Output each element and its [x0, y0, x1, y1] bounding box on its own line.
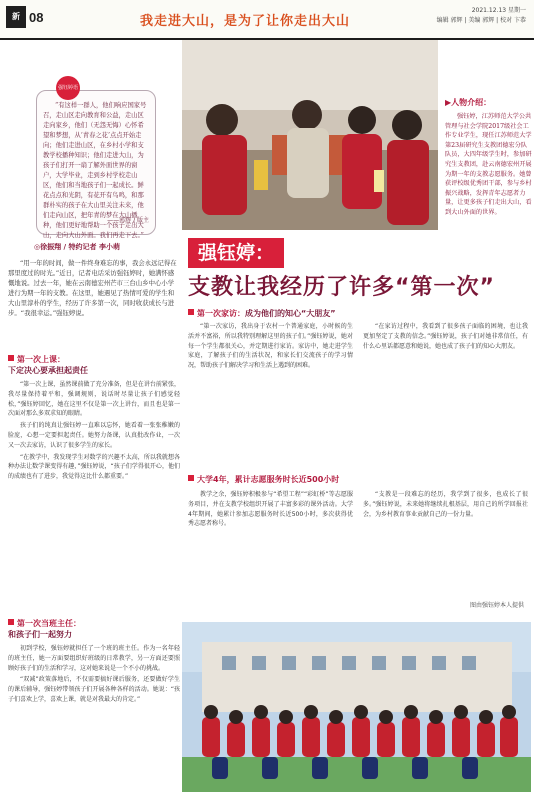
- top-photo: [182, 40, 438, 230]
- headline-title: 支教让我经历了许多“第一次”: [188, 275, 495, 300]
- paragraph: “在教学中，我发现学生对数学的兴趣不太高，所以我就想各种办法让数学课变得有趣，”强钰婷说，“孩子们学得很开心，他们的成绩也有了进步，我觉得这比什么都重要。”: [8, 453, 180, 481]
- section-marker-icon: [8, 619, 14, 625]
- section-title: 第一次家访：: [197, 309, 245, 318]
- section-body: [8, 380, 180, 610]
- paragraph: “双减”政策落地后，不仅需要搞好课后服务，还要做好学生的课后辅导，强钰婷带领孩子们开展各种各样的活动。她说：“孩子们喜欢上学，喜欢上课，就是对我最大的肯定。”: [8, 676, 180, 703]
- profile-body: 强钰婷，江苏师范大学公共管理与社会学院2017级社会工作专业学生，现任江苏师范大学第23届研究生支教团德宏分队队员，大四年级学生时，参加研究生支教团，赴云南德宏州开展为期一年的支教志愿服务。她曾获评校级优秀团干部，参与乡村振兴战略，发挥青年志愿者力量，让更多孩子们走出大山，看到大山外面的世界。: [445, 113, 532, 216]
- section-title: 大学4年，累计志愿服务时长近500小时: [197, 475, 340, 484]
- section-marker-icon: [188, 475, 194, 481]
- family-visit-photo-icon: [182, 40, 438, 230]
- profile-box: [445, 97, 532, 247]
- quote-text: “有这样一群人，他们响应国家号召，走山区走向教育和公益，走山区走向家乡，他们（无怨无悔）心怀希望和梦想，从‘青春之花’点点开始走向；他们走进山区，在乡村小学和支教学校播种知识；他们走进大山，为孩子们打开一扇了解外面世界的窗户，大学毕业，走到乡村学校走山区，他们和当地孩子们一起成长。鲜花点点和光阴，有花开有鸟鸣，和那群朴实的孩子在大山里关注未来，他们走向山区，把年青的梦在大山播种，他们更好地帮助一个孩子走出大山，走向大山外面。我们再走下去。”: [43, 102, 147, 239]
- bottom-photo: [182, 622, 531, 792]
- section-heading: [8, 354, 180, 376]
- section-heading: [188, 474, 528, 485]
- section-title: 第一次上课：: [17, 355, 65, 364]
- editor-line: 编辑 郭辉 | 美编 郭辉 | 校对 卞恭: [436, 17, 526, 24]
- section-heading: [188, 308, 528, 319]
- newspaper-logo: 新: [6, 6, 26, 28]
- paragraph: “在家访过程中，我看到了很多孩子面临的困境，也让我更加坚定了支教的信念。”强钰婷说，孩子们对她非常信任，有什么心里话都愿意和她说，她也成了孩子们的知心大朋友。: [363, 323, 528, 350]
- section-body: [8, 644, 180, 794]
- section-subtitle: 和孩子们一起努力: [8, 630, 72, 639]
- paragraph: “第一次家访，我出身于农村一个普通家庭，小时候的生活并不富裕，所以我特别理解这里的孩子们。”强钰婷说，她对每一个学生都很关心，并定期进行家访。家访中，她走进学生家庭，了解孩子们的生活状况，和家长们交流孩子的学习情况，帮助孩子们解决学习和生活上遇到的困难。: [188, 323, 353, 370]
- paragraph: 初到学校，强钰婷就担任了一个班的班主任。作为一名年轻的班主任，她一方面要组织好班级的日常教学，另一方面还要照顾好孩子们的生活和学习，这对她来说是一个不小的挑战。: [8, 645, 180, 672]
- quote-box: [36, 90, 156, 239]
- header-slogan: 我走进大山，是为了让你走出大山: [140, 14, 351, 29]
- profile-title: ▶人物介绍：: [445, 98, 492, 107]
- quote-signature: ——郭辉 / 版主: [107, 217, 149, 224]
- section-body: [188, 490, 528, 598]
- page-number: 08: [29, 10, 44, 25]
- paragraph: “支教是一段难忘的经历，我学到了很多，也成长了很多。”强钰婷说，未来她将继续扎根基层，用自己的所学回报社会，为乡村教育事业贡献自己的一份力量。: [363, 491, 528, 518]
- headline-name: 强钰婷：: [188, 238, 284, 268]
- section-marker-icon: [188, 309, 194, 315]
- lead-paragraph: “用一年的时间，做一件终身难忘的事，我会永远记得在那里度过的时光。”近日，记者电话采访强钰婷时，她满怀感慨地说。过去一年，她在云南德宏州芒市三台山乡中心小学进行为期一年的支教。在这里，她遇见了热情可爱的学生和大山里淳朴的学生，经历了许多第一次，同时收获成长与进步。“我很幸运。”强钰婷说。: [8, 259, 177, 317]
- section-heading: [8, 618, 180, 640]
- paragraph: “第一次上课，虽然课前做了充分准备，但是在讲台前紧张，我尽量保持着平和，强调规则，说话时尽量让孩子们感觉轻松，”强钰婷回忆，她在这里不仅是第一次上讲台，而且也是第一次面对那么多双求知的眼睛。: [8, 381, 180, 418]
- section-subtitle: 成为他们的知心“大朋友”: [245, 309, 336, 318]
- date-line: 2021.12.13 星期一: [471, 7, 526, 14]
- paragraph: 孩子们的纯真让强钰婷一直难以忘怀，她看着一张张稚嫩的脸庞，心想一定要担起责任。她努力备课，认真批改作业，一次又一次去家访，认识了很多学生的家长。: [8, 422, 180, 449]
- page-header: [0, 0, 534, 40]
- photo-credit: 图由强钰婷本人提供: [469, 602, 524, 609]
- section-marker-icon: [8, 355, 14, 361]
- section-subtitle: 下定决心要承担起责任: [8, 366, 88, 375]
- author-line: ◎徐振翔 / 特约记者 李小萌: [34, 243, 120, 251]
- section-body: [188, 322, 528, 470]
- section-title: 第一次当班主任：: [17, 619, 81, 628]
- quote-badge: 强钰婷语: [56, 76, 80, 100]
- paragraph: 教学之余，强钰婷积极参与“希望工程”“彩虹桥”等志愿服务项目，并在支教学校组织开展了丰富多彩的课外活动。大学4年期间，她累计参加志愿服务时长近500小时，多次获得优秀志愿者称号。: [188, 491, 353, 528]
- group-photo-icon: [182, 622, 531, 792]
- header-date: [437, 6, 526, 26]
